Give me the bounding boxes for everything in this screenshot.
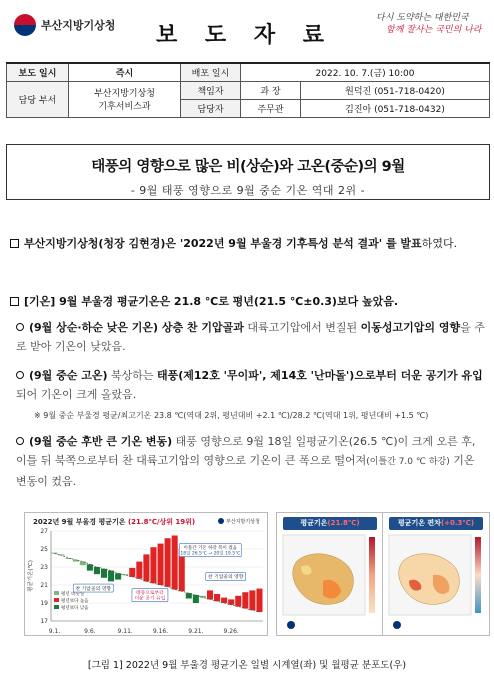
map1-kma-logo-icon xyxy=(287,621,295,629)
map2-title-b: (+0.3℃) xyxy=(440,519,475,527)
temp-bar xyxy=(249,590,255,610)
legend-label: 평년보다 높음 xyxy=(61,599,89,604)
announcement-bold: 부산지방기상청(청장 김현경)은 '2022년 9월 부울경 기후특성 분석 결과' 를 발표 xyxy=(24,237,422,250)
temp-bar xyxy=(108,571,114,582)
map1-title-b: (21.8℃) xyxy=(327,519,360,527)
distribution-value: 2022. 10. 7.(금) 10:00 xyxy=(241,63,490,81)
x-tick-label: 9.1. xyxy=(48,628,61,635)
x-tick-label: 9.16. xyxy=(152,628,169,635)
y-tick-label: 21 xyxy=(40,582,48,589)
temp-bar xyxy=(242,592,248,608)
dept-value-line1: 부산지방기상청 xyxy=(94,89,155,99)
legend-label: 평년보다 낮음 xyxy=(61,606,89,611)
headline-subtitle: - 9월 태풍 영향으로 9월 중순 기온 역대 2위 - xyxy=(130,184,366,197)
temp-bar xyxy=(52,553,58,554)
temp-bar xyxy=(214,594,220,601)
map2-title-a: 평균기온 편차 xyxy=(397,519,441,527)
square-bullet-icon xyxy=(10,239,19,248)
circle-bullet-icon xyxy=(16,437,24,445)
temp-bar xyxy=(129,568,135,577)
doc-type-title: 보 도 자 료 xyxy=(156,22,334,48)
press-header xyxy=(6,6,488,58)
headline-box xyxy=(6,144,490,200)
temp-bar xyxy=(94,567,100,574)
y-tick-label: 23 xyxy=(40,564,48,571)
b1-text2: 을 주로 받아 기온이 낮았음. xyxy=(16,321,485,353)
release-value: 즉시 xyxy=(69,63,181,81)
daily-temp-chart-panel xyxy=(24,512,268,636)
annotation-typhoon-l1: 태풍으로부터 xyxy=(136,591,164,597)
annotation-drop-l1: 이틀간 기온 하강 폭이 컸음 xyxy=(183,546,238,552)
annotation-drop-l2: 18일 26.5℃ → 20일 19.5℃ xyxy=(180,551,241,557)
figure-caption: [그림 1] 2022년 9월 부울경 평균기온 일별 시계열(좌) 및 월평균 분포도(우) xyxy=(87,660,407,671)
b1-bold2: 이동성고기압의 영향 xyxy=(360,321,461,334)
mean-temp-map-panel xyxy=(276,512,384,636)
release-label: 보도 일시 xyxy=(7,63,69,81)
b2-bold1: (9월 중순 고온) xyxy=(29,369,108,382)
distribution-label: 배포 일시 xyxy=(181,63,241,81)
chart-title-highlight: (21.8℃/상위 19위) xyxy=(127,518,196,526)
bullet-high-temp xyxy=(16,366,486,404)
slogan xyxy=(376,12,488,36)
bullet-temp-variation xyxy=(16,432,486,491)
temp-anomaly-map-panel xyxy=(382,512,490,636)
temp-bar xyxy=(158,544,164,585)
temp-bar xyxy=(165,538,171,587)
temp-bar xyxy=(66,558,72,559)
map1-title xyxy=(283,517,377,530)
dept-label: 담당 부서 xyxy=(7,81,69,117)
circle-bullet-icon xyxy=(16,323,24,331)
paragraph-announcement xyxy=(10,234,486,253)
b3-text1: 태풍 영향으로 9월 18일 일평균기온(26.5 ℃)이 크게 오른 후, 이틀 뒤 북쪽으로부터 찬 대륙고기압의 영향으로 기온이 큰 폭으로 떨어져 xyxy=(16,435,476,467)
temp-bar xyxy=(143,554,149,581)
temp-bar xyxy=(150,547,156,583)
y-tick-label: 17 xyxy=(40,618,48,625)
announcement-rest: 하였다. xyxy=(421,237,458,250)
responsible-label: 책임자 xyxy=(181,81,241,99)
release-info-table xyxy=(6,62,490,118)
y-tick-label: 27 xyxy=(40,528,48,535)
temp-anomaly-map xyxy=(383,531,489,635)
dept-value-line2: 기후서비스과 xyxy=(98,102,151,112)
temp-bar xyxy=(101,569,107,578)
temp-bar xyxy=(122,574,128,575)
responsible-name: 원덕진 (051-718-0420) xyxy=(301,81,490,99)
org-logo xyxy=(14,14,115,36)
org-name: 부산지방기상청 xyxy=(41,19,116,32)
x-tick-label: 9.6. xyxy=(84,628,96,635)
contact-title: 주무관 xyxy=(241,99,301,117)
b2-text1: 북상하는 xyxy=(107,369,157,382)
square-bullet-icon xyxy=(10,297,19,306)
paragraph-temperature xyxy=(10,292,486,311)
temp-bar xyxy=(235,596,241,607)
circle-bullet-icon xyxy=(16,371,24,379)
footnote: ※ 9월 중순 부울경 평균/최고기온 23.8 ℃(역대 2위, 평년대비 +2.1 ℃)/28.2 ℃(역대 1위, 평년대비 +1.5 ℃) xyxy=(34,411,429,420)
dept-value xyxy=(69,81,181,117)
contact-label: 담당자 xyxy=(181,99,241,117)
headline-title: 태풍의 영향으로 많은 비(상순)와 고온(중순)의 9월 xyxy=(91,159,405,175)
contact-name: 김진아 (051-718-0432) xyxy=(301,99,490,117)
chart-logo-text: 부산지방기상청 xyxy=(226,519,260,525)
daily-temp-chart xyxy=(25,513,269,637)
figure-1 xyxy=(24,512,490,636)
b3-paren: (이틀간 7.0 ℃ 하강) xyxy=(366,457,450,467)
responsible-title: 과 장 xyxy=(241,81,301,99)
annotation-trough2: 찬 기압골의 영향 xyxy=(207,575,244,581)
legend-swatch xyxy=(54,605,59,609)
annotation-typhoon-l2: 더운 공기 유입 xyxy=(134,596,166,602)
legend-swatch xyxy=(54,598,59,602)
temp-bar xyxy=(256,589,262,612)
x-tick-label: 9.11. xyxy=(117,628,133,635)
map2-colorbar xyxy=(475,537,481,613)
b3-text2: 기온 변동이 컸음. xyxy=(16,454,475,488)
taegeuk-icon xyxy=(14,14,36,36)
temperature-summary: [기온] 9월 부울경 평균기온은 21.8 ℃로 평년(21.5 ℃±0.3)보다 높았음. xyxy=(24,295,399,308)
b2-text2: 되어 기온이 크게 올랐음. xyxy=(16,388,137,401)
map2-kma-logo-icon xyxy=(393,621,401,629)
slogan-line1: 다시 도약하는 대한민국 xyxy=(376,13,469,23)
chart-title: 2022년 9월 부울경 평균기온 (21.8℃/상위 19위) xyxy=(33,518,196,526)
temp-bar xyxy=(136,562,142,579)
y-tick-label: 25 xyxy=(40,546,48,553)
slogan-line2: 함께 잘사는 국민의 나라 xyxy=(386,25,482,35)
y-axis-label: 평균기온(℃) xyxy=(28,560,34,592)
x-tick-label: 9.21. xyxy=(188,628,204,635)
temp-bar xyxy=(115,573,121,579)
map1-title-a: 평균기온 xyxy=(300,519,328,527)
map1-colorbar xyxy=(369,537,375,613)
b2-bold2: 태풍(제12호 '무이파', 제14호 '난마돌')으로부터 더운 공기가 유입 xyxy=(157,369,483,382)
b1-bold1: (9월 상순·하순 낮은 기온) 상층 찬 기압골과 xyxy=(29,321,244,334)
b3-bold: (9월 중순 후반 큰 기온 변동) xyxy=(29,435,173,448)
y-tick-label: 19 xyxy=(40,600,48,607)
bullet-low-temp xyxy=(16,318,486,356)
chart-logo-icon xyxy=(218,518,224,524)
map2-title xyxy=(389,517,483,530)
temp-bar xyxy=(207,590,213,599)
legend-swatch xyxy=(54,591,59,595)
temp-bar xyxy=(172,536,178,590)
x-tick-label: 9.26. xyxy=(223,628,239,635)
mean-temp-map xyxy=(277,531,383,635)
annotation-trough1: 찬 기압골의 영향 xyxy=(75,586,112,592)
b1-text1: 대륙고기압에서 변질된 xyxy=(243,321,361,334)
temp-bar xyxy=(193,595,199,603)
legend-label: 평년 비슷일 xyxy=(61,592,85,597)
